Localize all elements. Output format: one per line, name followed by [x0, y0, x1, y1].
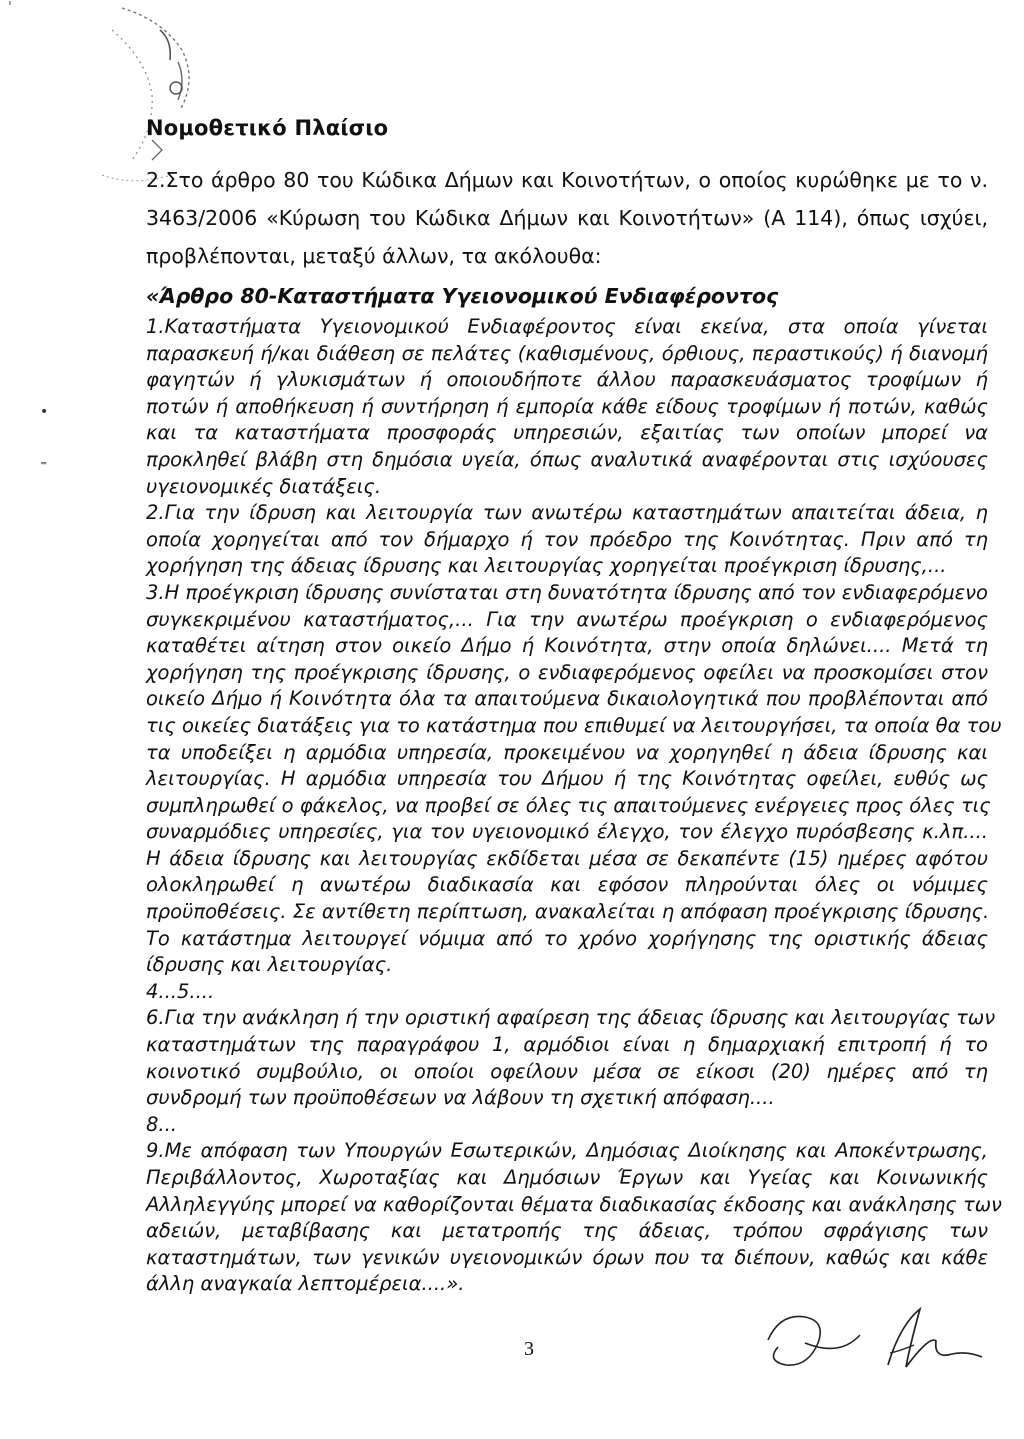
quote-line: οποία χορηγείται από τον δήμαρχο ή τον πρόεδρο της Κοινότητας. Πριν από τη — [146, 527, 988, 551]
quote-line: 3.Η προέγκριση ίδρυσης συνίσταται στη δυνατότητα ίδρυσης από τον ενδιαφερόμενο — [146, 580, 988, 604]
quote-line: κοινοτικό συμβούλιο, οι οποίοι οφείλουν μέσα σε είκοσι (20) ημέρες από τη — [146, 1059, 988, 1083]
quote-line: χορήγηση της προέγκρισης ίδρυσης, ο ενδιαφερόμενος οφείλει να προσκομίσει στον — [146, 660, 988, 684]
quote-line: 8... — [146, 1112, 178, 1136]
article-quote — [146, 314, 1002, 1298]
quote-line: ίδρυσης και λειτουργίας. — [146, 953, 393, 977]
quote-line: παρασκευή ή/και διάθεση σε πελάτες (καθισμένους, όρθιους, περαστικούς) ή διανομή — [146, 341, 988, 365]
quote-line: 6.Για την ανάκληση ή την οριστική αφαίρεση της άδειας ίδρυσης και λειτουργίας των — [146, 1006, 996, 1030]
margin-mark: ⁼ — [40, 458, 48, 474]
quote-line: λειτουργίας. Η αρμόδια υπηρεσία του Δήμου ή της Κοινότητας οφείλει, ευθύς ως — [146, 767, 988, 791]
intro-line: 3463/2006 «Κύρωση του Κώδικα Δήμων και Κοινοτήτων» (Α 114), όπως ισχύει, — [146, 206, 988, 230]
quote-line: ολοκληρωθεί η ανωτέρω διαδικασία και εφόσον πληρούνται όλες οι νόμιμες — [146, 873, 988, 897]
intro-paragraph — [146, 161, 988, 275]
quote-line: Αλληλεγγύης μπορεί να καθορίζονται θέματα διαδικασίας έκδοσης και ανάκλησης των — [146, 1192, 1002, 1216]
quote-line: 9.Με απόφαση των Υπουργών Εσωτερικών, Δημόσιας Διοίκησης και Αποκέντρωσης, — [146, 1139, 988, 1163]
quote-line: συγκεκριμένου καταστήματος,... Για την ανωτέρω προέγκριση ο ενδιαφερόμενος — [146, 607, 988, 631]
quote-line: τις οικείες διατάξεις για το κατάστημα που επιθυμεί να λειτουργήσει, τα οποία θα του — [146, 713, 1002, 737]
quote-line: καταθέτει αίτηση στον οικείο Δήμο ή Κοινότητα, στην οποία δηλώνει.... Μετά τη — [146, 634, 988, 658]
quote-line: προκληθεί βλάβη στη δημόσια υγεία, όπως αναλυτικά αναφέρονται στις ισχύουσες — [146, 447, 988, 471]
quote-line: καταστημάτων, των γενικών υγειονομικών όρων που τα διέπουν, καθώς και κάθε — [146, 1245, 988, 1269]
article-title: «Άρθρο 80-Καταστήματα Υγειονομικού Ενδιαφέροντος — [146, 284, 779, 308]
quote-line: Περιβάλλοντος, Χωροταξίας και Δημόσιων Έργων και Υγείας και Κοινωνικής — [146, 1166, 988, 1189]
quote-line: Η άδεια ίδρυσης και λειτουργίας εκδίδεται μέσα σε δεκαπέντε (15) ημέρες αφότου — [146, 846, 988, 870]
intro-line: προβλέπονται, μεταξύ άλλων, τα ακόλουθα: — [146, 244, 602, 268]
quote-line: ποτών ή αποθήκευση ή συντήρηση ή εμπορία κάθε είδους τροφίμων ή ποτών, καθώς — [146, 394, 988, 418]
quote-line: συναρμόδιες υπηρεσίες, για τον υγειονομικό έλεγχο, τον έλεγχο πυρόσβεσης κ.λπ.... — [146, 820, 988, 844]
quote-line: 4...5.... — [146, 979, 215, 1003]
quote-line: και τα καταστήματα προσφοράς υπηρεσιών, εξαιτίας των οποίων μπορεί να — [146, 421, 988, 445]
intro-line: 2.Στο άρθρο 80 του Κώδικα Δήμων και Κοινοτήτων, ο οποίος κυρώθηκε με το ν. — [146, 168, 988, 192]
quote-line: καταστημάτων της παραγράφου 1, αρμόδιοι είναι η δημαρχιακή επιτροπή ή το — [146, 1033, 988, 1057]
margin-mark: • — [40, 404, 49, 420]
page-number: 3 — [524, 1338, 534, 1360]
quote-line: 1.Καταστήματα Υγειονομικού Ενδιαφέροντος είναι εκείνα, στα οποία γίνεται — [146, 315, 988, 338]
section-heading: Νομοθετικό Πλαίσιο — [146, 116, 389, 140]
quote-line: προϋποθέσεις. Σε αντίθετη περίπτωση, ανακαλείται η απόφαση προέγκρισης ίδρυσης. — [146, 900, 990, 924]
quote-line: αδειών, μεταβίβασης και μετατροπής της άδειας, τρόπου σφράγισης των — [146, 1219, 988, 1243]
quote-line: συνδρομή των προϋποθέσεων να λάβουν τη σχετική απόφαση.... — [146, 1086, 775, 1110]
quote-line: 2.Για την ίδρυση και λειτουργία των ανωτέρω καταστημάτων απαιτείται άδεια, η — [146, 501, 988, 525]
quote-line: χορήγηση της άδειας ίδρυσης και λειτουργίας χορηγείται προέγκριση ίδρυσης,... — [146, 554, 947, 578]
quote-line: οικείο Δήμο ή Κοινότητα όλα τα απαιτούμενα δικαιολογητικά που προβλέπονται από — [146, 687, 988, 711]
quote-line: συμπληρωθεί ο φάκελος, να προβεί σε όλες τις απαιτούμενες ενέργειες προς όλες τις — [146, 793, 991, 817]
quote-line: τα υποδείξει η αρμόδια υπηρεσία, προκειμένου να χορηγηθεί η άδεια ίδρυσης και — [146, 740, 988, 764]
signature-icon — [760, 1295, 990, 1395]
quote-line: υγειονομικές διατάξεις. — [146, 474, 382, 498]
margin-mark: ˈ — [8, 0, 12, 16]
quote-line: φαγητών ή γλυκισμάτων ή οποιουδήποτε άλλου παρασκευάσματος τροφίμων ή — [146, 368, 988, 392]
quote-line: Το κατάστημα λειτουργεί νόμιμα από το χρόνο χορήγησης της οριστικής άδειας — [146, 926, 988, 950]
quote-line: άλλη αναγκαία λεπτομέρεια....». — [146, 1272, 465, 1296]
